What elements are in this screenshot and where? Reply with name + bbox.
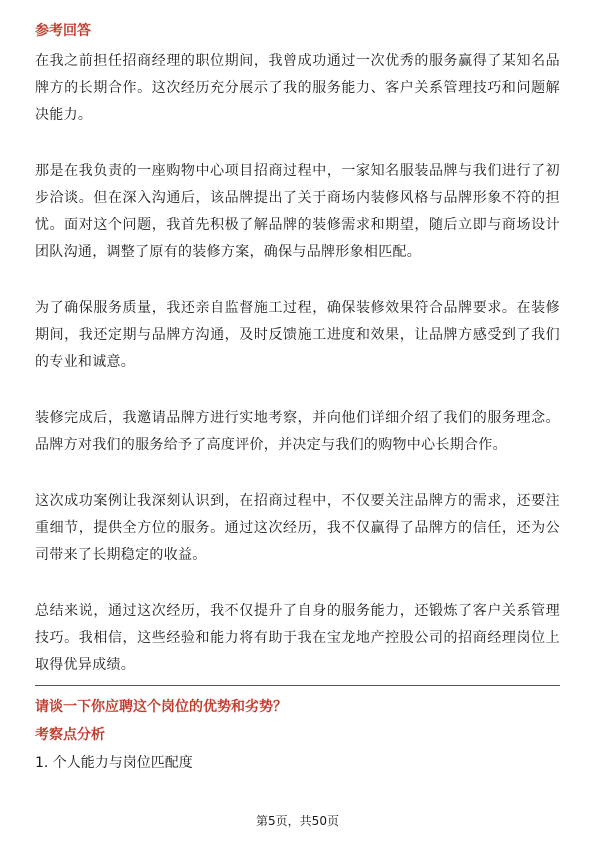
answer-paragraph: 这次成功案例让我深刻认识到，在招商过程中，不仅要关注品牌方的需求，还要注重细节，提供全方位的服务。通过这次经历，我不仅赢得了品牌方的信任，还为公司带来了长期稳定的收益。	[35, 493, 560, 563]
next-question-heading: 请谈一下你应聘这个岗位的优势和劣势？	[35, 699, 287, 715]
answer-paragraph: 为了确保服务质量，我还亲自监督施工过程，确保装修效果符合品牌要求。在装修期间，我还定期与品牌方沟通，及时反馈施工进度和效果，让品牌方感受到了我们的专业和诚意。	[35, 300, 560, 370]
answer-paragraph: 装修完成后，我邀请品牌方进行实地考察，并向他们详细介绍了我们的服务理念。品牌方对我们的服务给予了高度评价，并决定与我们的购物中心长期合作。	[35, 410, 560, 453]
document-page	[35, 20, 560, 774]
answer-label: 参考回答	[35, 23, 91, 39]
analysis-list-item: 1. 个人能力与岗位匹配度	[35, 755, 193, 771]
page-number-footer: 第5页，共50页	[256, 814, 339, 828]
analysis-label: 考察点分析	[35, 727, 105, 743]
answer-paragraph: 总结来说，通过这次经历，我不仅提升了自身的服务能力，还锻炼了客户关系管理技巧。我相信，这些经验和能力将有助于我在宝龙地产控股公司的招商经理岗位上取得优异成绩。	[35, 603, 560, 673]
answer-paragraph: 那是在我负责的一座购物中心项目招商过程中，一家知名服装品牌与我们进行了初步洽谈。但在深入沟通后，该品牌提出了关于商场内装修风格与品牌形象不符的担忧。面对这个问题，我首先积极了解品牌的装修需求和期望，随后立即与商场设计团队沟通，调整了原有的装修方案，确保与品牌形象相匹配。	[35, 163, 560, 260]
answer-paragraph: 在我之前担任招商经理的职位期间，我曾成功通过一次优秀的服务赢得了某知名品牌方的长期合作。这次经历充分展示了我的服务能力、客户关系管理技巧和问题解决能力。	[35, 53, 560, 123]
section-divider	[35, 685, 560, 686]
